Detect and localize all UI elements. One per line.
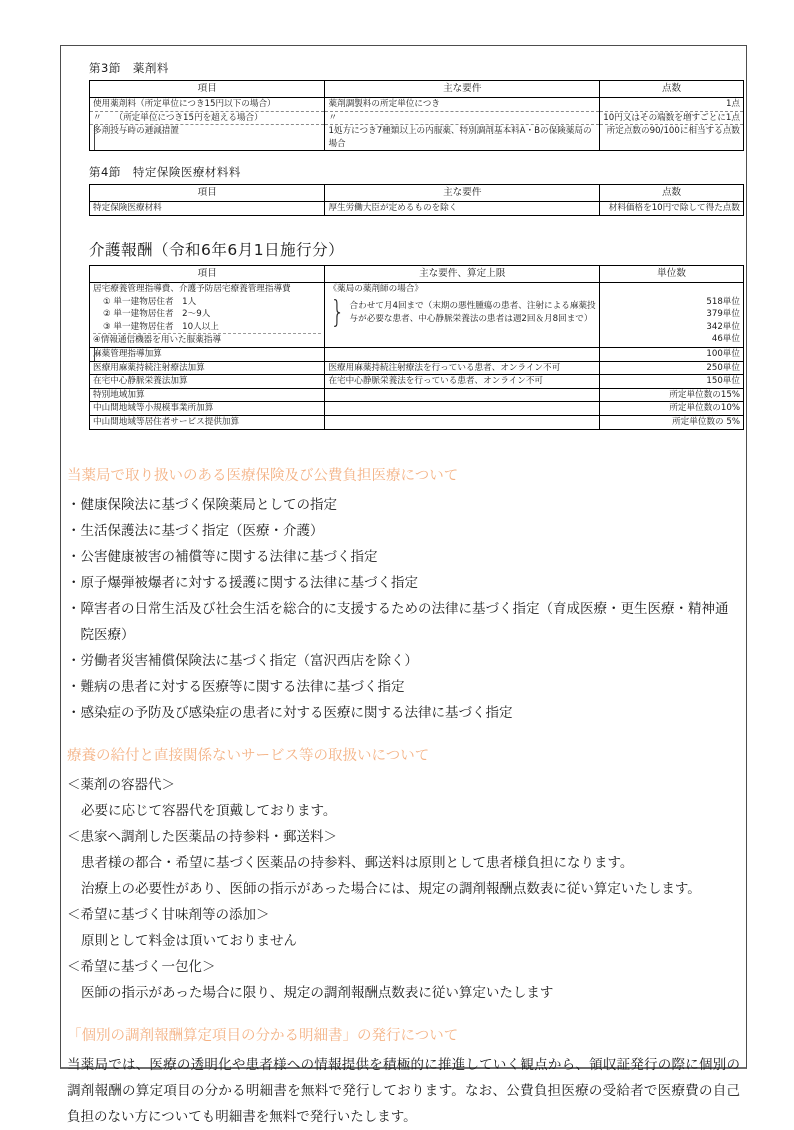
- item-line: ③ 単一建物居住者 10人以上: [103, 321, 219, 332]
- list-item: ・労働者災害補償保険法に基づく指定（富沢西店を除く）: [67, 652, 418, 669]
- service-label: ＜希望に基づく一包化＞: [67, 958, 216, 975]
- service-body: 原則として料金は頂いておりません: [81, 932, 297, 949]
- unit-value: 379単位: [706, 309, 740, 320]
- section3-title: 第3節 薬剤料: [89, 61, 169, 75]
- service-body: 医師の指示があった場合に限り、規定の調剤報酬点数表に従い算定いたします: [81, 984, 554, 1001]
- units-cell: 150単位: [600, 375, 744, 389]
- units-cell: 250単位: [600, 361, 744, 375]
- page-frame: [60, 45, 747, 1125]
- table-row: [90, 415, 744, 429]
- requirement-cell: [325, 347, 600, 361]
- table-header-row: [90, 81, 744, 98]
- requirement-cell: [325, 388, 600, 402]
- section4-title: 第4節 特定保険医療材料料: [89, 165, 241, 180]
- kaigo-table: [89, 265, 744, 430]
- service-body: 治療上の必要性があり、医師の指示があった場合には、規定の調剤報酬点数表に従い算定いたします。: [81, 880, 701, 897]
- insurance-section: [67, 466, 740, 726]
- insurance-bullet-list: [67, 492, 740, 726]
- table-row: [90, 111, 744, 125]
- requirement-cell: 厚生労働大臣が定めるものを除く: [325, 202, 600, 216]
- statement-paragraph: 当薬局では、医療の透明化や患者様への情報提供を積極的に推進していく観点から、領収証発行の際に個別の調剤報酬の算定項目の分かる明細書を無料で発行しております。なお、公費負担医療の受給者で医療費の自己負担のない方についても明細書を無料で発行いたします。: [67, 1056, 740, 1125]
- statement-section: [67, 1026, 740, 1130]
- table-row: [90, 202, 744, 216]
- service-body: 必要に応じて容器代を頂戴しております。: [81, 802, 337, 819]
- services-section: [67, 746, 740, 1006]
- col-header-requirement: 主な要件: [325, 185, 600, 202]
- points-cell: 1点: [600, 98, 744, 112]
- col-header-item: 項目: [90, 265, 325, 282]
- item-cell: 特別地域加算: [90, 388, 325, 402]
- unit-value: 46単位: [711, 334, 740, 345]
- item-cell: 中山間地域等小規模事業所加算: [90, 402, 325, 416]
- requirement-cell: 医療用麻薬持続注射療法を行っている患者、オンライン不可: [325, 361, 600, 375]
- requirement-cell: 1処方につき7種類以上の内服薬、特別調剤基本料A・Bの保険薬局の場合: [325, 125, 600, 151]
- units-cell: [600, 282, 744, 347]
- table-header-row: [90, 185, 744, 202]
- units-cell: 100単位: [600, 347, 744, 361]
- requirement-cell: 薬剤調製料の所定単位につき: [325, 98, 600, 112]
- col-header-units: 単位数: [600, 265, 744, 282]
- list-item: ・感染症の予防及び感染症の患者に対する医療に関する法律に基づく指定: [67, 704, 513, 721]
- item-title: 居宅療養管理指導費、介護予防居宅療養管理指導費: [93, 283, 291, 294]
- table-row: [90, 98, 744, 112]
- col-header-points: 点数: [600, 185, 744, 202]
- item-line: ① 単一建物居住者 1人: [103, 296, 197, 307]
- requirement-cell: [325, 415, 600, 429]
- item-line: ② 単一建物居住者 2～9人: [103, 309, 211, 320]
- service-body: 患者様の都合・希望に基づく医薬品の持参料、郵送料は原則として患者様負担になります。: [81, 854, 634, 871]
- kaigo-main-row: [90, 282, 744, 347]
- section4-table: [89, 184, 744, 216]
- col-header-item: 項目: [90, 185, 325, 202]
- list-item: ・原子爆弾被爆者に対する援護に関する法律に基づく指定: [67, 574, 418, 591]
- units-cell: 所定単位数の10%: [600, 402, 744, 416]
- requirement-text: 合わせて月4回まで（末期の悪性腫瘍の患者、注射による麻薬投与が必要な患者、中心静脈栄養法の患者は週2回＆月8回まで）: [349, 300, 596, 324]
- unit-value: 342単位: [706, 321, 740, 332]
- units-spacer: [603, 283, 740, 296]
- col-header-points: 点数: [600, 81, 744, 98]
- requirement-cell: [325, 282, 600, 347]
- table-row: [90, 361, 744, 375]
- item-cell: [90, 282, 325, 347]
- item-cell: 多剤投与時の逓減措置: [90, 125, 325, 151]
- services-heading: 療養の給付と直接関係ないサービス等の取扱いについて: [67, 747, 430, 764]
- item-cell: 麻薬管理指導加算: [90, 347, 325, 361]
- col-header-requirement: 主な要件、算定上限: [325, 265, 600, 282]
- item-cell: 特定保険医療材料: [90, 202, 325, 216]
- insurance-heading: 当薬局で取り扱いのある医療保険及び公費負担医療について: [67, 467, 459, 484]
- table-row: [90, 402, 744, 416]
- table-row: [90, 388, 744, 402]
- service-label: ＜希望に基づく甘味剤等の添加＞: [67, 906, 270, 923]
- units-cell: 所定単位数の15%: [600, 388, 744, 402]
- unit-value: 518単位: [706, 296, 740, 307]
- service-label: ＜患家へ調剤した医薬品の持参料・郵送料＞: [67, 828, 337, 845]
- list-item: ・健康保険法に基づく保険薬局としての指定: [67, 496, 337, 513]
- requirement-cell: 〃: [325, 111, 600, 125]
- table-row: [90, 347, 744, 361]
- item-cell: 在宅中心静脈栄養法加算: [90, 375, 325, 389]
- item-cell: 中山間地域等居住者サービス提供加算: [90, 415, 325, 429]
- item-cell: 医療用麻薬持続注射療法加算: [90, 361, 325, 375]
- table-row: [90, 375, 744, 389]
- list-item: ・公害健康被害の補償等に関する法律に基づく指定: [67, 548, 378, 565]
- services-list: [67, 772, 740, 1006]
- list-item: ・障害者の日常生活及び社会生活を総合的に支援するための法律に基づく指定（育成医療・更生医療・精神通院医療）: [67, 600, 729, 643]
- requirement-cell: [325, 402, 600, 416]
- col-header-requirement: 主な要件: [325, 81, 600, 98]
- item-cell: 〃 （所定単位につき15円を超える場合）: [90, 111, 325, 125]
- points-cell: 材料価格を10円で除して得た点数: [600, 202, 744, 216]
- kaigo-title: 介護報酬（令和6年6月1日施行分）: [89, 240, 345, 259]
- col-header-item: 項目: [90, 81, 325, 98]
- points-cell: 所定点数の90/100に相当する点数: [600, 125, 744, 151]
- units-cell: 所定単位数の 5%: [600, 415, 744, 429]
- list-item: ・難病の患者に対する医療等に関する法律に基づく指定: [67, 678, 405, 695]
- table-row: [90, 125, 744, 151]
- requirement-cell: 在宅中心静脈栄養法を行っている患者、オンライン不可: [325, 375, 600, 389]
- requirement-brace-row: [328, 294, 596, 330]
- requirement-note: 《薬局の薬剤師の場合》: [328, 283, 423, 294]
- points-cell: 10円又はその端数を増すごとに1点: [600, 111, 744, 125]
- statement-heading: 「個別の調剤報酬算定項目の分かる明細書」の発行について: [67, 1027, 459, 1044]
- section3-table: [89, 80, 744, 151]
- brace-icon: }: [330, 294, 346, 330]
- item-cell: 使用薬剤料（所定単位につき15円以下の場合）: [90, 98, 325, 112]
- page-content: [61, 60, 746, 1130]
- item-line: ④情報通信機器を用いた服薬指導: [93, 333, 321, 347]
- service-label: ＜薬剤の容器代＞: [67, 776, 175, 793]
- table-header-row: [90, 265, 744, 282]
- list-item: ・生活保護法に基づく指定（医療・介護）: [67, 522, 324, 539]
